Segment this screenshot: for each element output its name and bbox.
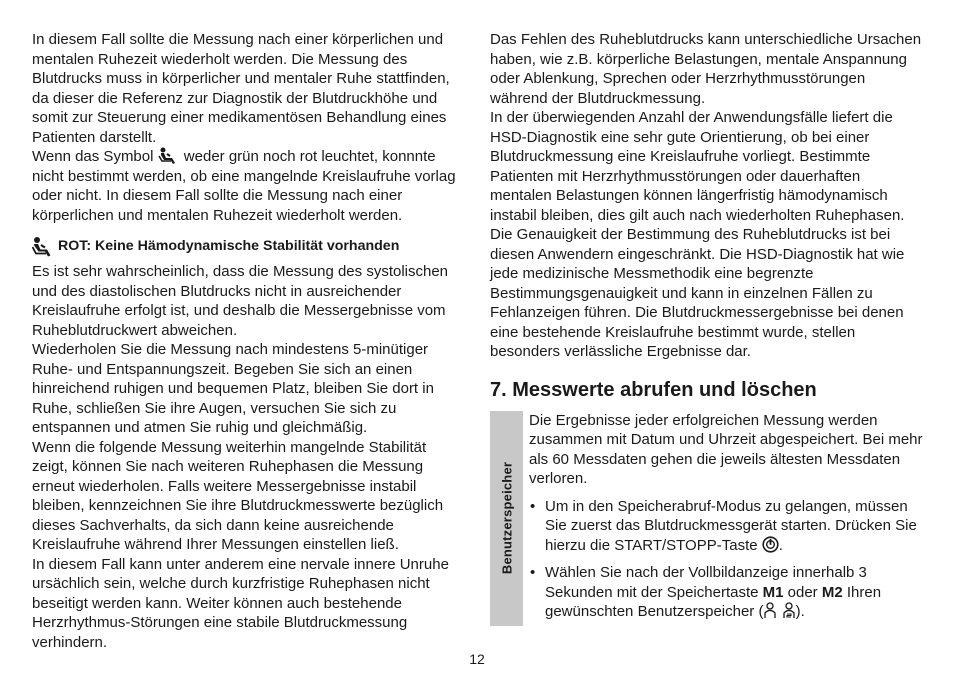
user-1-icon — [763, 602, 777, 619]
paragraph: Wiederholen Sie die Messung nach mindestens 5-minütiger Ruhe- und Entspannungszeit. Begeben Sie sich an einen hinreichend ruhigen und bequemen Platz, bleiben Sie dort in Ruhe, schließen Sie ihre Augen, versuchen Sie sich zu entspannen und atmen Sie ruhig und gleichmäßig. — [32, 341, 434, 436]
paragraph: In diesem Fall sollte die Messung nach einer körperlichen und mentalen Ruhezeit wiederholt werden. Die Messung des Blutdrucks muss in körperlicher und mentaler Ruhe stattfinden, da dieser die Referenz zur Diagnostik der Blutdruckhöhe und somit zur Steuerung einer medikamentösen Behandlung eines Patienten darstellt. — [32, 31, 450, 146]
instruction-list — [529, 497, 926, 622]
paragraph: In diesem Fall kann unter anderem eine nervale innere Unruhe ursächlich sein, welche durch kurzfristige Ruhephasen nicht beseitigt werden kann. Weiter können auch bestehende Herzrhythmus-Störungen eine stabile Blutdruckmessung verhindern. — [32, 555, 449, 651]
m1-key-label: M1 — [762, 583, 784, 601]
list-item-text: oder — [787, 583, 818, 601]
left-column — [32, 30, 464, 652]
power-icon — [762, 536, 779, 553]
memory-section — [490, 411, 926, 630]
user-2-icon — [782, 602, 796, 619]
right-column — [490, 30, 926, 630]
side-tab-label: Benutzerspeicher — [498, 461, 514, 575]
paragraph-text: Wenn das Symbol — [32, 148, 154, 165]
page-number: 12 — [469, 651, 485, 667]
list-item-text: Wählen Sie nach der Vollbildanzeige innerhalb 3 Sekunden mit der Speichertaste — [545, 564, 867, 601]
m2-key-label: M2 — [821, 583, 843, 601]
memory-content — [529, 411, 926, 630]
resting-person-icon — [158, 147, 180, 165]
list-item-text: . — [778, 536, 783, 554]
list-item — [529, 563, 926, 622]
list-item-text: Ihren gewünschten Benutzerspeicher ( — [545, 583, 882, 620]
paragraph: Das Fehlen des Ruheblutdrucks kann unterschiedliche Ursachen haben, wie z.B. körperliche Belastungen, mentale Anspannung oder Ablenkung, Sprechen oder Herzrhythmusstörungen während der Blutdruckmessung. — [490, 31, 922, 107]
list-item — [529, 497, 926, 556]
resting-person-icon — [32, 236, 54, 258]
paragraph-symbol — [32, 147, 464, 225]
paragraph: Wenn die folgende Messung weiterhin mangelnde Stabilität zeigt, können Sie nach weiteren Ruhephasen die Messung erneut wiederholen. Falls weitere Messergebnisse instabil bleiben, kennzeichnen Sie ihre Blutdruckmesswerte bezüglich dieses Sachverhalts, da sich dann keine ausreichende Kreislaufruhe während Ihrer Messungen einstellen ließ. — [32, 438, 444, 553]
list-item-text: Um in den Speicherabruf-Modus zu gelangen, müssen Sie zuerst das Blutdruckmessgerät starten. Drücken Sie hierzu die START/STOPP-Taste — [545, 497, 917, 554]
paragraph-text: weder grün noch rot leuchtet, konnnte nicht bestimmt werden, ob eine mangelnde Kreislaufruhe vorlag oder nicht. In diesem Fall sollte die Messung nach einer körperlichen und mentalen Ruhezeit wiederholt werden. — [32, 148, 456, 224]
subheading-red — [32, 236, 464, 258]
paragraph: Die Ergebnisse jeder erfolgreichen Messung werden zusammen mit Datum und Uhrzeit abgespeichert. Bei mehr als 60 Messdaten gehen die jeweils ältesten Messdaten verloren. — [529, 411, 923, 487]
side-tab — [490, 411, 523, 626]
section-title: 7. Messwerte abrufen und löschen — [490, 378, 817, 401]
paragraph: In der überwiegenden Anzahl der Anwendungsfälle liefert die HSD-Diagnostik eine sehr gute Orientierung, ob bei einer Blutdruckmessung eine Kreislaufruhe vorliegt. Bestimmte Patienten mit Herzrhythmusstörungen oder dauerhaften mentalen Belastungen können längerfristig hämodynamisch instabil bleiben, dies gilt auch nach wiederholten Ruhephasen. Die Genauigkeit der Bestimmung des Ruheblutdrucks ist bei diesen Anwendern eingeschränkt. Die HSD-Diagnostik hat wie jede medizinische Messmethodik eine begrenzte Bestimmungsgenauigkeit und kann in einzelnen Fällen zu Fehlanzeigen führen. Die Blutdruckmessergebnisse bei denen eine bestehende Kreislaufruhe bestimmt wurde, stellen besonders verlässliche Ergebnisse dar. — [490, 109, 905, 360]
list-item-text: ). — [795, 603, 805, 620]
subheading-text: ROT: Keine Hämodynamische Stabilität vorhanden — [58, 238, 400, 255]
paragraph: Es ist sehr wahrscheinlich, dass die Messung des systolischen und des diastolischen Blutdrucks nicht in ausreichender Kreislaufruhe erfolgt ist, und deshalb die Messergebnisse vom Ruheblutdruckwert abweichen. — [32, 263, 449, 339]
